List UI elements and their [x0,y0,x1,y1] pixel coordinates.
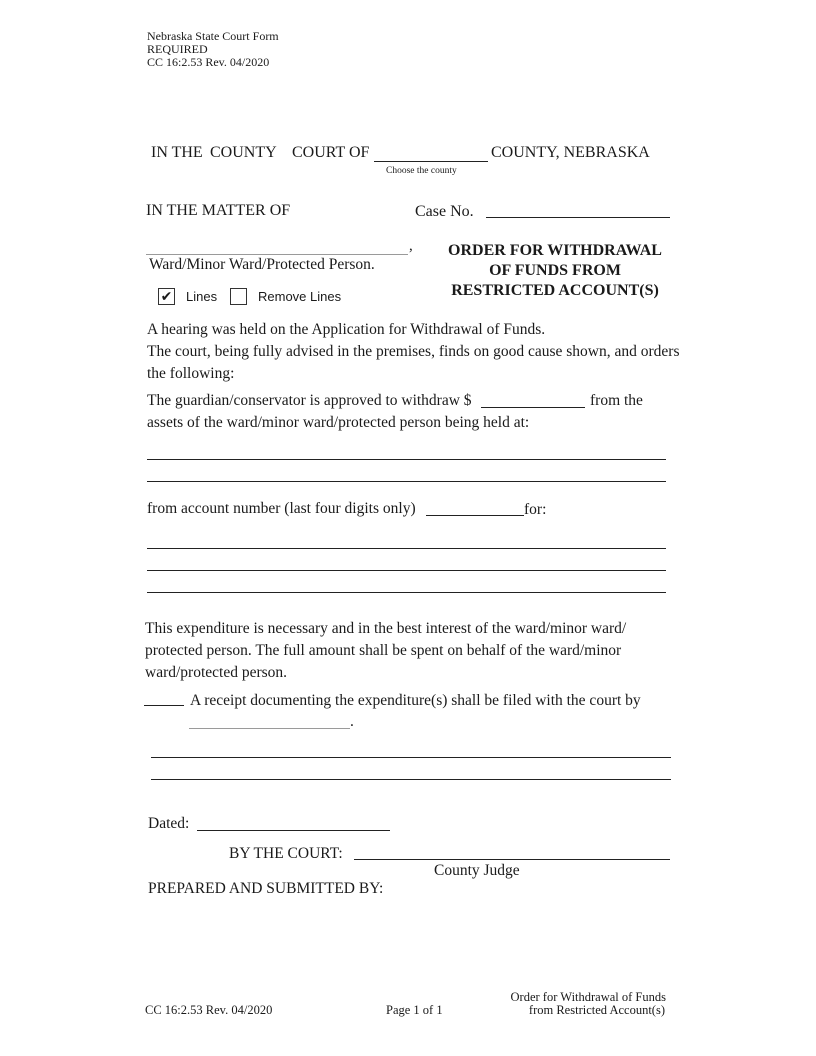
in-the-matter-of: IN THE MATTER OF [146,202,291,219]
footer-form-number: CC 16:2.53 Rev. 04/2020 [145,1003,273,1017]
assets-text: assets of the ward/minor ward/protected person being held at: [147,414,530,431]
by-the-court-label: BY THE COURT: [229,845,343,862]
form-header-line3: CC 16:2.53 Rev. 04/2020 [147,55,270,69]
institution-line-1[interactable] [147,459,666,460]
footer-page-number: Page 1 of 1 [386,1003,443,1017]
receipt-text: A receipt documenting the expenditure(s) shall be filed with the court by [190,692,641,709]
withdraw-text-1: The guardian/conservator is approved to withdraw $ [147,392,472,409]
dated-field[interactable] [197,830,390,831]
purpose-line-2[interactable] [147,570,666,571]
county-hint: Choose the county [386,166,457,176]
withdraw-amount-field[interactable] [481,391,585,408]
dated-label: Dated: [148,815,190,832]
caption-court-of: COURT OF [292,144,370,161]
footer-title-line1: Order for Withdrawal of Funds [510,990,666,1004]
expenditure-text-3: ward/protected person. [145,664,288,681]
account-number-field[interactable] [426,499,524,516]
ward-name-field[interactable] [146,254,408,255]
institution-line-2[interactable] [147,481,666,482]
court-type-select[interactable]: COUNTY [210,144,277,161]
order-title-line1: ORDER FOR WITHDRAWAL [448,242,662,259]
lines-checkbox[interactable]: ✔ [158,288,175,305]
case-no-label: Case No. [415,203,474,220]
order-title-line3: RESTRICTED ACCOUNT(S) [451,282,659,299]
for-label: for: [524,501,547,518]
remove-lines-label: Remove Lines [258,289,342,304]
caption-in-the: IN THE [151,144,203,161]
receipt-date-field[interactable] [189,728,350,729]
form-header-line2: REQUIRED [147,42,208,56]
expenditure-text-2: protected person. The full amount shall be spent on behalf of the ward/minor [145,642,622,659]
ward-label: Ward/Minor Ward/Protected Person. [149,256,375,273]
additional-line-1[interactable] [151,757,671,758]
footer-title-line2: from Restricted Account(s) [528,1003,665,1017]
judge-signature-line[interactable] [354,859,670,860]
purpose-line-1[interactable] [147,548,666,549]
caption-county-state: COUNTY, NEBRASKA [491,144,650,161]
account-number-label: from account number (last four digits only) [147,500,416,517]
form-header-line1: Nebraska State Court Form [147,29,279,43]
withdraw-text-2: from the [590,392,643,409]
county-name-field[interactable] [374,145,488,162]
expenditure-text-1: This expenditure is necessary and in the best interest of the ward/minor ward/ [145,620,627,637]
case-number-field[interactable] [486,201,670,218]
receipt-initial-field[interactable] [144,705,184,706]
remove-lines-checkbox[interactable] [230,288,247,305]
ward-comma: , [409,238,413,254]
findings-text-2: the following: [147,365,235,382]
hearing-text: A hearing was held on the Application for Withdrawal of Funds. [147,321,546,338]
prepared-by-label: PREPARED AND SUBMITTED BY: [148,880,384,897]
additional-line-2[interactable] [151,779,671,780]
order-title-line2: OF FUNDS FROM [489,262,621,279]
lines-label: Lines [186,289,218,304]
receipt-period: . [350,713,354,730]
county-judge-label: County Judge [434,862,520,879]
findings-text-1: The court, being fully advised in the premises, finds on good cause shown, and orders [147,343,680,360]
purpose-line-3[interactable] [147,592,666,593]
